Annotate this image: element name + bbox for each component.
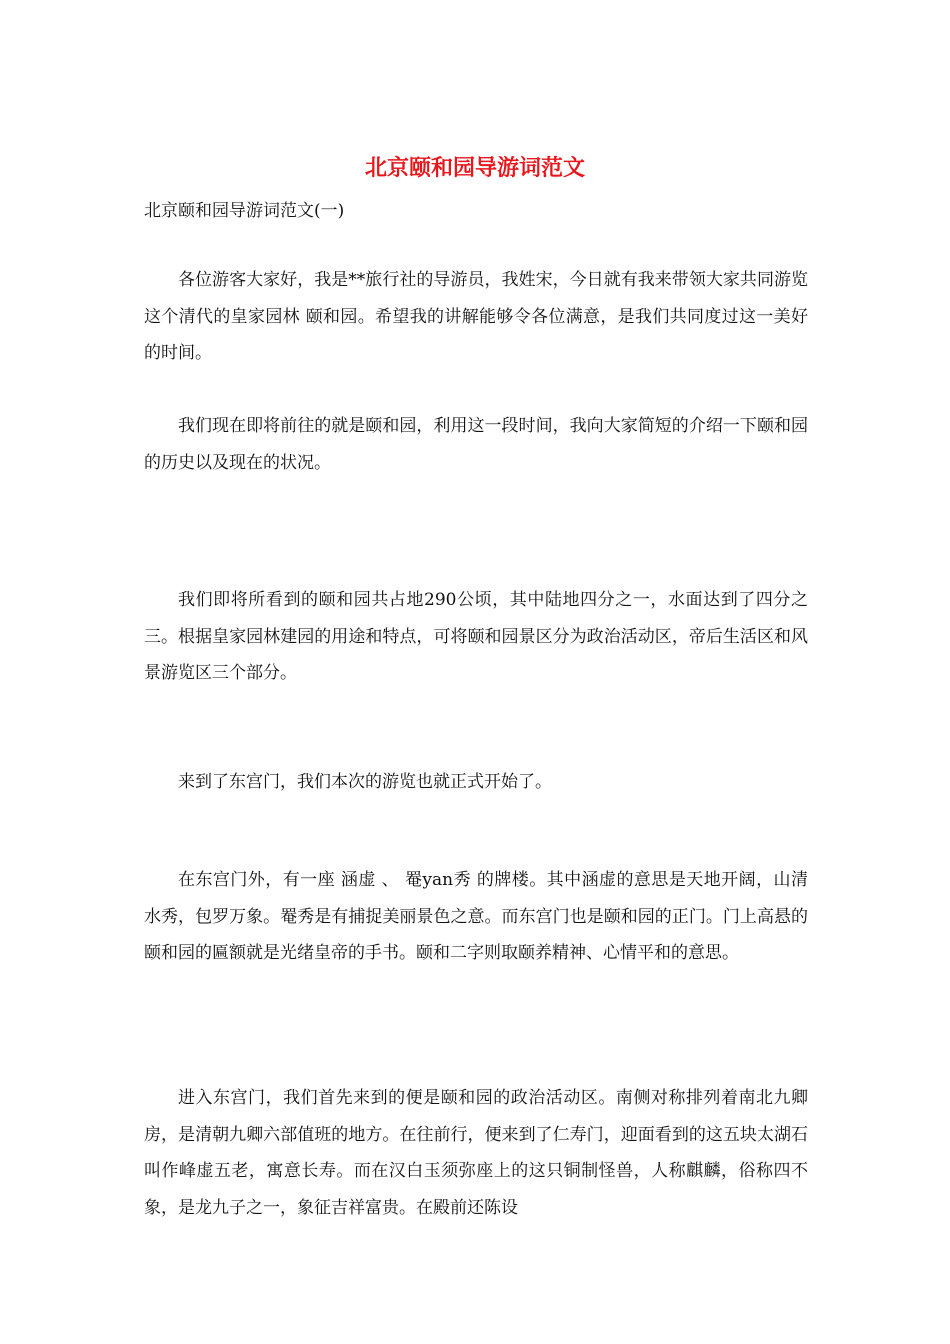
paragraph-history: 我们现在即将前往的就是颐和园，利用这一段时间，我向大家简短的介绍一下颐和园的历史以及现在的状况。: [144, 416, 808, 473]
paragraph-intro: 各位游客大家好，我是**旅行社的导游员，我姓宋，今日就有我来带领大家共同游览这个清代的皇家园林 颐和园。希望我的讲解能够令各位满意，是我们共同度过这一美好的时间。: [144, 270, 808, 363]
document-title: 北京颐和园导游词范文: [364, 155, 585, 181]
paragraph-archway: 在东宫门外，有一座 涵虚 、 罨yan秀 的牌楼。其中涵虚的意思是天地开阔，山清水秀，包罗万象。罨秀是有捕捉美丽景色之意。而东宫门也是颐和园的正门。门上高悬的颐和园的匾额就是光绪皇帝的手书。颐和二字则取颐养精神、心情平和的意思。: [144, 870, 808, 963]
paragraph-political-area: 进入东宫门，我们首先来到的便是颐和园的政治活动区。南侧对称排列着南北九卿房，是清朝九卿六部值班的地方。在往前行，便来到了仁寿门，迎面看到的这五块太湖石叫作峰虚五老，寓意长寿。而在汉白玉须弥座上的这只铜制怪兽，人称麒麟，俗称四不象，是龙九子之一，象征吉祥富贵。在殿前还陈设: [144, 1088, 808, 1218]
paragraph-east-gate: 来到了东宫门，我们本次的游览也就正式开始了。: [178, 772, 552, 792]
paragraph-area: 我们即将所看到的颐和园共占地290公顷，其中陆地四分之一，水面达到了四分之三。根据皇家园林建园的用途和特点，可将颐和园景区分为政治活动区，帝后生活区和风景游览区三个部分。: [144, 590, 808, 683]
document-subtitle: 北京颐和园导游词范文(一): [144, 201, 345, 221]
